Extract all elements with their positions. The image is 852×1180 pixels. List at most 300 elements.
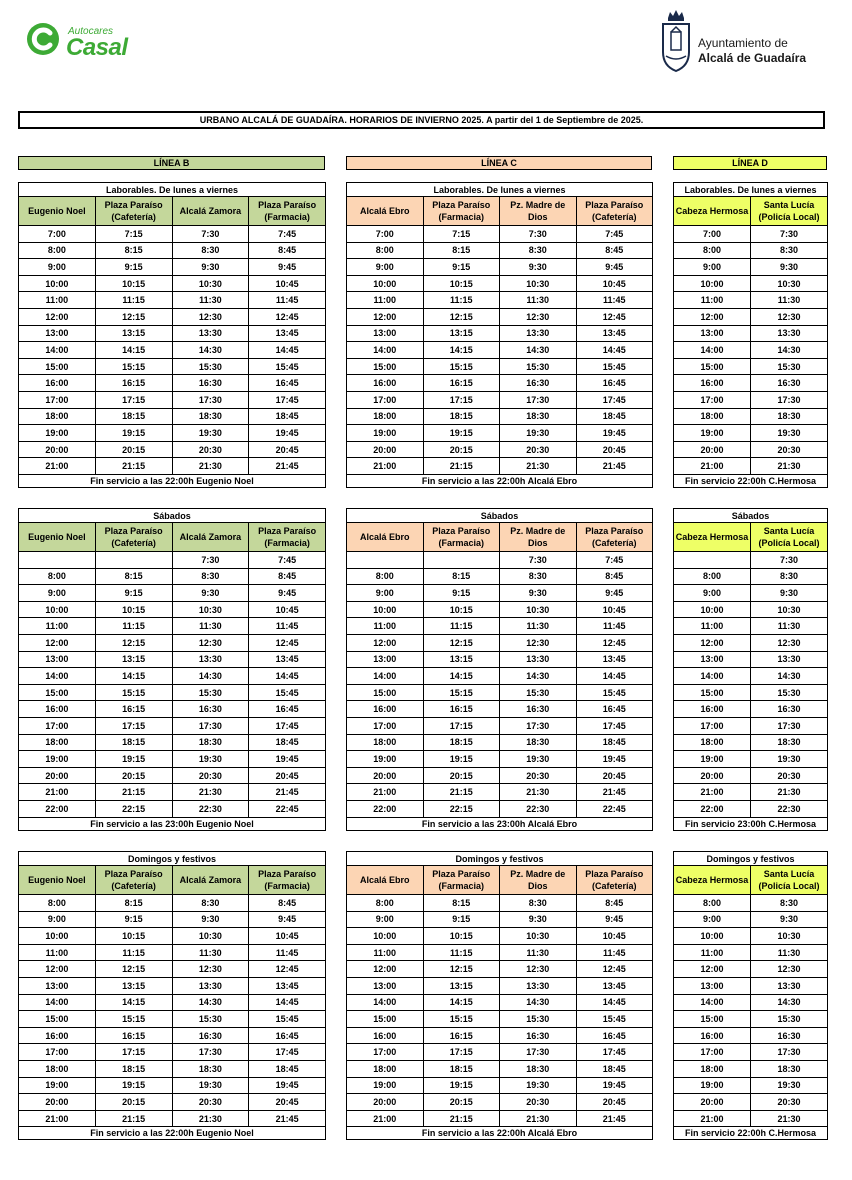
departure-time: 14:45 <box>576 668 653 685</box>
departure-time: 17:45 <box>576 717 653 734</box>
departure-time: 16:00 <box>19 701 96 718</box>
table-row <box>347 259 653 276</box>
departure-time: 20:45 <box>576 1094 653 1111</box>
departure-time: 14:30 <box>751 994 828 1011</box>
departure-time: 14:30 <box>500 994 577 1011</box>
departure-time: 11:00 <box>19 944 96 961</box>
departure-time: 11:15 <box>95 618 172 635</box>
departure-time: 8:45 <box>249 242 326 259</box>
table-row <box>19 458 326 475</box>
departure-time: 11:45 <box>576 944 653 961</box>
departure-time: 16:30 <box>172 701 249 718</box>
departure-time: 18:00 <box>674 1060 751 1077</box>
departure-time: 21:30 <box>751 784 828 801</box>
table-row <box>674 325 828 342</box>
departure-time: 15:45 <box>576 1011 653 1028</box>
schedule-table-line-d-sunday <box>673 851 828 1140</box>
departure-time: 12:00 <box>19 308 96 325</box>
departure-time: 16:30 <box>172 375 249 392</box>
stop-header: Plaza Paraíso (Farmacia) <box>249 866 326 895</box>
departure-time: 15:15 <box>95 358 172 375</box>
departure-time: 17:00 <box>347 717 424 734</box>
table-row <box>347 717 653 734</box>
table-row <box>19 226 326 243</box>
departure-time: 8:00 <box>347 568 424 585</box>
schedule-section-title: Domingos y festivos <box>674 852 828 866</box>
departure-time: 11:15 <box>95 292 172 309</box>
departure-time: 13:45 <box>576 325 653 342</box>
casal-logo-big: Casal <box>66 34 128 61</box>
stop-header: Plaza Paraíso (Farmacia) <box>423 523 500 552</box>
departure-time: 16:30 <box>751 1027 828 1044</box>
departure-time: 17:00 <box>19 717 96 734</box>
departure-time: 18:15 <box>423 734 500 751</box>
departure-time: 12:45 <box>576 308 653 325</box>
departure-time <box>674 552 751 569</box>
table-row <box>347 308 653 325</box>
departure-time: 9:00 <box>19 259 96 276</box>
table-row <box>19 717 326 734</box>
departure-time: 13:30 <box>500 325 577 342</box>
table-row <box>19 734 326 751</box>
departure-time: 12:15 <box>423 634 500 651</box>
table-row <box>674 308 828 325</box>
departure-time: 10:15 <box>423 601 500 618</box>
departure-time: 14:30 <box>172 668 249 685</box>
departure-time: 12:00 <box>347 961 424 978</box>
departure-time: 17:45 <box>249 717 326 734</box>
table-row <box>674 552 828 569</box>
departure-time: 11:30 <box>172 292 249 309</box>
departure-time: 12:45 <box>249 634 326 651</box>
departure-time: 9:00 <box>19 911 96 928</box>
departure-time: 11:00 <box>19 292 96 309</box>
departure-time: 21:15 <box>95 784 172 801</box>
departure-time: 18:30 <box>172 1060 249 1077</box>
departure-time: 18:45 <box>249 408 326 425</box>
departure-time: 9:00 <box>674 259 751 276</box>
end-of-service-note: Fin servicio 23:00h C.Hermosa <box>674 817 828 830</box>
departure-time: 14:15 <box>95 668 172 685</box>
departure-time: 18:15 <box>95 1060 172 1077</box>
departure-time: 20:45 <box>249 1094 326 1111</box>
departure-time: 14:00 <box>19 342 96 359</box>
departure-time: 21:30 <box>500 1110 577 1127</box>
departure-time: 8:45 <box>249 895 326 912</box>
departure-time: 20:15 <box>95 441 172 458</box>
table-row <box>347 585 653 602</box>
table-row <box>347 226 653 243</box>
departure-time: 18:30 <box>751 1060 828 1077</box>
departure-time: 19:15 <box>423 751 500 768</box>
departure-time: 12:15 <box>95 961 172 978</box>
departure-time: 11:45 <box>249 618 326 635</box>
stop-header: Pz. Madre de Dios <box>500 866 577 895</box>
departure-time: 13:30 <box>751 651 828 668</box>
departure-time: 21:45 <box>576 784 653 801</box>
departure-time: 11:00 <box>347 618 424 635</box>
departure-time: 15:45 <box>249 1011 326 1028</box>
departure-time: 18:15 <box>95 408 172 425</box>
schedule-table-line-c-saturday <box>346 508 653 831</box>
departure-time: 8:30 <box>172 895 249 912</box>
departure-time: 22:00 <box>674 800 751 817</box>
departure-time: 18:30 <box>751 408 828 425</box>
table-row <box>347 684 653 701</box>
departure-time: 13:30 <box>172 977 249 994</box>
table-row <box>674 734 828 751</box>
table-row <box>19 701 326 718</box>
table-row <box>19 1044 326 1061</box>
departure-time: 15:00 <box>674 684 751 701</box>
departure-time: 13:15 <box>95 325 172 342</box>
end-of-service-note: Fin servicio 22:00h C.Hermosa <box>674 1127 828 1140</box>
departure-time: 18:30 <box>500 1060 577 1077</box>
stop-header: Santa Lucía (Policía Local) <box>751 866 828 895</box>
departure-time: 7:30 <box>500 226 577 243</box>
departure-time: 20:30 <box>172 1094 249 1111</box>
departure-time: 11:30 <box>751 618 828 635</box>
departure-time: 8:45 <box>249 568 326 585</box>
departure-time: 11:30 <box>500 618 577 635</box>
departure-time: 16:45 <box>576 1027 653 1044</box>
departure-time: 18:30 <box>500 408 577 425</box>
table-row <box>19 618 326 635</box>
departure-time: 8:30 <box>172 242 249 259</box>
departure-time: 16:30 <box>500 375 577 392</box>
departure-time: 12:00 <box>674 308 751 325</box>
stop-header: Cabeza Hermosa <box>674 866 751 895</box>
departure-time: 10:30 <box>751 601 828 618</box>
departure-time: 13:45 <box>576 977 653 994</box>
departure-time: 19:15 <box>95 1077 172 1094</box>
departure-time: 10:00 <box>674 928 751 945</box>
table-row <box>347 751 653 768</box>
stop-header: Alcalá Zamora <box>172 523 249 552</box>
departure-time: 9:45 <box>249 585 326 602</box>
table-row <box>19 1027 326 1044</box>
departure-time: 11:30 <box>751 944 828 961</box>
departure-time: 11:00 <box>674 944 751 961</box>
departure-time: 14:00 <box>347 342 424 359</box>
departure-time: 17:30 <box>172 717 249 734</box>
table-row <box>674 717 828 734</box>
table-row <box>674 226 828 243</box>
departure-time: 14:30 <box>172 342 249 359</box>
table-row <box>19 1077 326 1094</box>
departure-time: 20:15 <box>423 767 500 784</box>
departure-time: 12:00 <box>19 961 96 978</box>
departure-time: 9:30 <box>751 911 828 928</box>
departure-time: 17:15 <box>95 717 172 734</box>
departure-time: 12:15 <box>423 961 500 978</box>
departure-time: 7:00 <box>347 226 424 243</box>
departure-time: 9:15 <box>423 259 500 276</box>
table-row <box>674 259 828 276</box>
departure-time: 11:30 <box>172 618 249 635</box>
departure-time: 14:00 <box>674 994 751 1011</box>
departure-time: 9:15 <box>423 911 500 928</box>
stop-header: Alcalá Zamora <box>172 197 249 226</box>
table-row <box>347 1094 653 1111</box>
departure-time: 20:30 <box>751 441 828 458</box>
departure-time: 7:30 <box>751 552 828 569</box>
departure-time: 8:15 <box>95 895 172 912</box>
departure-time: 17:00 <box>674 717 751 734</box>
departure-time: 16:15 <box>423 701 500 718</box>
departure-time: 14:00 <box>19 668 96 685</box>
table-row <box>19 651 326 668</box>
table-row <box>674 242 828 259</box>
departure-time: 16:15 <box>423 375 500 392</box>
departure-time: 20:15 <box>423 1094 500 1111</box>
departure-time: 12:30 <box>500 308 577 325</box>
departure-time: 21:30 <box>172 458 249 475</box>
departure-time: 22:00 <box>347 800 424 817</box>
departure-time: 14:15 <box>423 994 500 1011</box>
stop-header: Plaza Paraíso (Cafetería) <box>576 197 653 226</box>
departure-time: 17:30 <box>500 391 577 408</box>
departure-time: 21:00 <box>19 1110 96 1127</box>
departure-time: 16:00 <box>674 1027 751 1044</box>
departure-time: 10:00 <box>19 275 96 292</box>
stop-header: Plaza Paraíso (Farmacia) <box>249 197 326 226</box>
departure-time: 20:45 <box>249 767 326 784</box>
departure-time: 7:45 <box>249 552 326 569</box>
departure-time: 17:30 <box>751 1044 828 1061</box>
departure-time: 15:15 <box>423 1011 500 1028</box>
departure-time: 10:45 <box>249 601 326 618</box>
stop-header: Alcalá Ebro <box>347 197 424 226</box>
departure-time: 20:00 <box>19 441 96 458</box>
departure-time: 17:15 <box>95 1044 172 1061</box>
page-title: URBANO ALCALÁ DE GUADAÍRA. HORARIOS DE INVIERNO 2025. A partir del 1 de Septiembre de 2025. <box>18 111 825 129</box>
departure-time: 13:30 <box>751 977 828 994</box>
departure-time: 22:30 <box>751 800 828 817</box>
departure-time: 21:30 <box>172 784 249 801</box>
departure-time: 12:00 <box>347 634 424 651</box>
departure-time: 22:15 <box>423 800 500 817</box>
table-row <box>347 734 653 751</box>
departure-time: 15:00 <box>674 1011 751 1028</box>
table-row <box>674 651 828 668</box>
table-row <box>19 568 326 585</box>
table-row <box>674 441 828 458</box>
table-row <box>347 458 653 475</box>
departure-time: 18:45 <box>576 1060 653 1077</box>
table-row <box>674 961 828 978</box>
departure-time: 14:00 <box>19 994 96 1011</box>
departure-time: 15:45 <box>576 358 653 375</box>
table-row <box>19 342 326 359</box>
departure-time: 8:15 <box>423 568 500 585</box>
departure-time: 11:30 <box>172 944 249 961</box>
departure-time: 19:00 <box>19 1077 96 1094</box>
departure-time: 21:45 <box>249 784 326 801</box>
stop-header: Plaza Paraíso (Farmacia) <box>423 866 500 895</box>
departure-time: 9:00 <box>347 911 424 928</box>
departure-time: 21:30 <box>172 1110 249 1127</box>
table-row <box>674 1110 828 1127</box>
table-row <box>347 601 653 618</box>
table-row <box>347 1110 653 1127</box>
table-row <box>19 601 326 618</box>
departure-time: 19:30 <box>172 1077 249 1094</box>
departure-time: 11:00 <box>674 618 751 635</box>
end-of-service-note: Fin servicio a las 22:00h Eugenio Noel <box>19 474 326 487</box>
ayuntamiento-line2: Alcalá de Guadaíra <box>698 51 807 65</box>
departure-time: 11:15 <box>423 944 500 961</box>
table-row <box>19 1060 326 1077</box>
table-row <box>674 1077 828 1094</box>
departure-time: 19:45 <box>249 425 326 442</box>
departure-time: 17:30 <box>751 717 828 734</box>
departure-time: 13:30 <box>500 651 577 668</box>
departure-time: 19:00 <box>347 425 424 442</box>
table-row <box>347 911 653 928</box>
table-row <box>674 800 828 817</box>
departure-time: 13:00 <box>674 325 751 342</box>
stop-header: Plaza Paraíso (Farmacia) <box>249 523 326 552</box>
departure-time: 21:00 <box>19 784 96 801</box>
departure-time: 8:45 <box>576 895 653 912</box>
departure-time <box>423 552 500 569</box>
departure-time: 12:45 <box>576 961 653 978</box>
departure-time: 19:15 <box>95 425 172 442</box>
table-row <box>19 668 326 685</box>
schedule-table-line-c-sunday <box>346 851 653 1140</box>
departure-time: 11:45 <box>576 292 653 309</box>
departure-time: 8:00 <box>674 568 751 585</box>
departure-time: 10:30 <box>172 601 249 618</box>
schedule-section-title: Laborables. De lunes a viernes <box>19 183 326 197</box>
departure-time: 7:45 <box>576 552 653 569</box>
departure-time: 15:30 <box>500 1011 577 1028</box>
departure-time: 14:30 <box>751 342 828 359</box>
table-row <box>347 634 653 651</box>
departure-time: 22:15 <box>95 800 172 817</box>
table-row <box>347 1044 653 1061</box>
table-row <box>674 568 828 585</box>
departure-time: 10:30 <box>172 275 249 292</box>
departure-time: 9:45 <box>576 911 653 928</box>
departure-time: 10:45 <box>249 928 326 945</box>
departure-time: 19:00 <box>347 751 424 768</box>
departure-time: 14:00 <box>674 668 751 685</box>
departure-time: 21:15 <box>423 1110 500 1127</box>
departure-time: 17:15 <box>423 391 500 408</box>
schedule-section-title: Domingos y festivos <box>19 852 326 866</box>
end-of-service-note: Fin servicio 22:00h C.Hermosa <box>674 474 828 487</box>
table-row <box>347 408 653 425</box>
table-row <box>674 895 828 912</box>
departure-time: 12:45 <box>249 308 326 325</box>
departure-time: 16:30 <box>500 1027 577 1044</box>
departure-time: 16:45 <box>576 701 653 718</box>
casal-logo <box>26 20 136 62</box>
departure-time: 9:30 <box>500 259 577 276</box>
departure-time: 12:15 <box>95 634 172 651</box>
departure-time: 13:15 <box>423 977 500 994</box>
departure-time: 9:00 <box>347 585 424 602</box>
departure-time: 18:30 <box>500 734 577 751</box>
departure-time: 16:30 <box>500 701 577 718</box>
departure-time: 14:15 <box>423 668 500 685</box>
departure-time: 8:00 <box>19 895 96 912</box>
departure-time: 16:30 <box>751 375 828 392</box>
departure-time: 12:45 <box>249 961 326 978</box>
table-row <box>19 767 326 784</box>
departure-time: 17:45 <box>576 1044 653 1061</box>
table-row <box>674 375 828 392</box>
departure-time: 10:15 <box>423 275 500 292</box>
departure-time: 19:00 <box>674 1077 751 1094</box>
departure-time: 18:30 <box>751 734 828 751</box>
table-row <box>674 767 828 784</box>
departure-time: 21:30 <box>500 458 577 475</box>
departure-time: 16:00 <box>674 701 751 718</box>
departure-time: 15:30 <box>751 358 828 375</box>
departure-time: 10:45 <box>249 275 326 292</box>
departure-time: 11:00 <box>347 292 424 309</box>
departure-time: 22:30 <box>500 800 577 817</box>
departure-time: 13:30 <box>172 325 249 342</box>
table-row <box>19 325 326 342</box>
departure-time: 10:15 <box>95 275 172 292</box>
departure-time: 13:00 <box>347 325 424 342</box>
departure-time: 10:00 <box>347 275 424 292</box>
departure-time: 17:15 <box>423 1044 500 1061</box>
table-row <box>19 391 326 408</box>
departure-time: 17:30 <box>500 1044 577 1061</box>
departure-time: 9:30 <box>172 911 249 928</box>
table-row <box>19 994 326 1011</box>
table-row <box>347 784 653 801</box>
departure-time: 12:30 <box>172 308 249 325</box>
departure-time <box>95 552 172 569</box>
departure-time: 15:30 <box>751 684 828 701</box>
departure-time: 10:00 <box>347 601 424 618</box>
departure-time: 14:45 <box>249 994 326 1011</box>
departure-time: 8:00 <box>674 895 751 912</box>
departure-time: 19:00 <box>674 751 751 768</box>
table-row <box>347 961 653 978</box>
departure-time: 21:15 <box>95 458 172 475</box>
departure-time: 20:30 <box>500 1094 577 1111</box>
departure-time: 21:30 <box>751 458 828 475</box>
departure-time: 8:45 <box>576 242 653 259</box>
departure-time: 15:15 <box>95 684 172 701</box>
departure-time: 19:45 <box>576 425 653 442</box>
departure-time: 15:30 <box>172 358 249 375</box>
departure-time: 17:30 <box>751 391 828 408</box>
departure-time: 14:15 <box>95 342 172 359</box>
departure-time: 9:15 <box>95 585 172 602</box>
departure-time: 12:30 <box>172 634 249 651</box>
table-row <box>19 977 326 994</box>
departure-time: 19:30 <box>172 425 249 442</box>
table-row <box>347 618 653 635</box>
departure-time: 21:15 <box>95 1110 172 1127</box>
table-row <box>347 895 653 912</box>
departure-time: 20:00 <box>347 441 424 458</box>
departure-time: 12:30 <box>751 961 828 978</box>
stop-header: Plaza Paraíso (Cafetería) <box>576 523 653 552</box>
schedule-section-title: Laborables. De lunes a viernes <box>674 183 828 197</box>
line-d-header: LÍNEA D <box>673 156 827 170</box>
table-row <box>674 391 828 408</box>
departure-time: 19:30 <box>500 751 577 768</box>
